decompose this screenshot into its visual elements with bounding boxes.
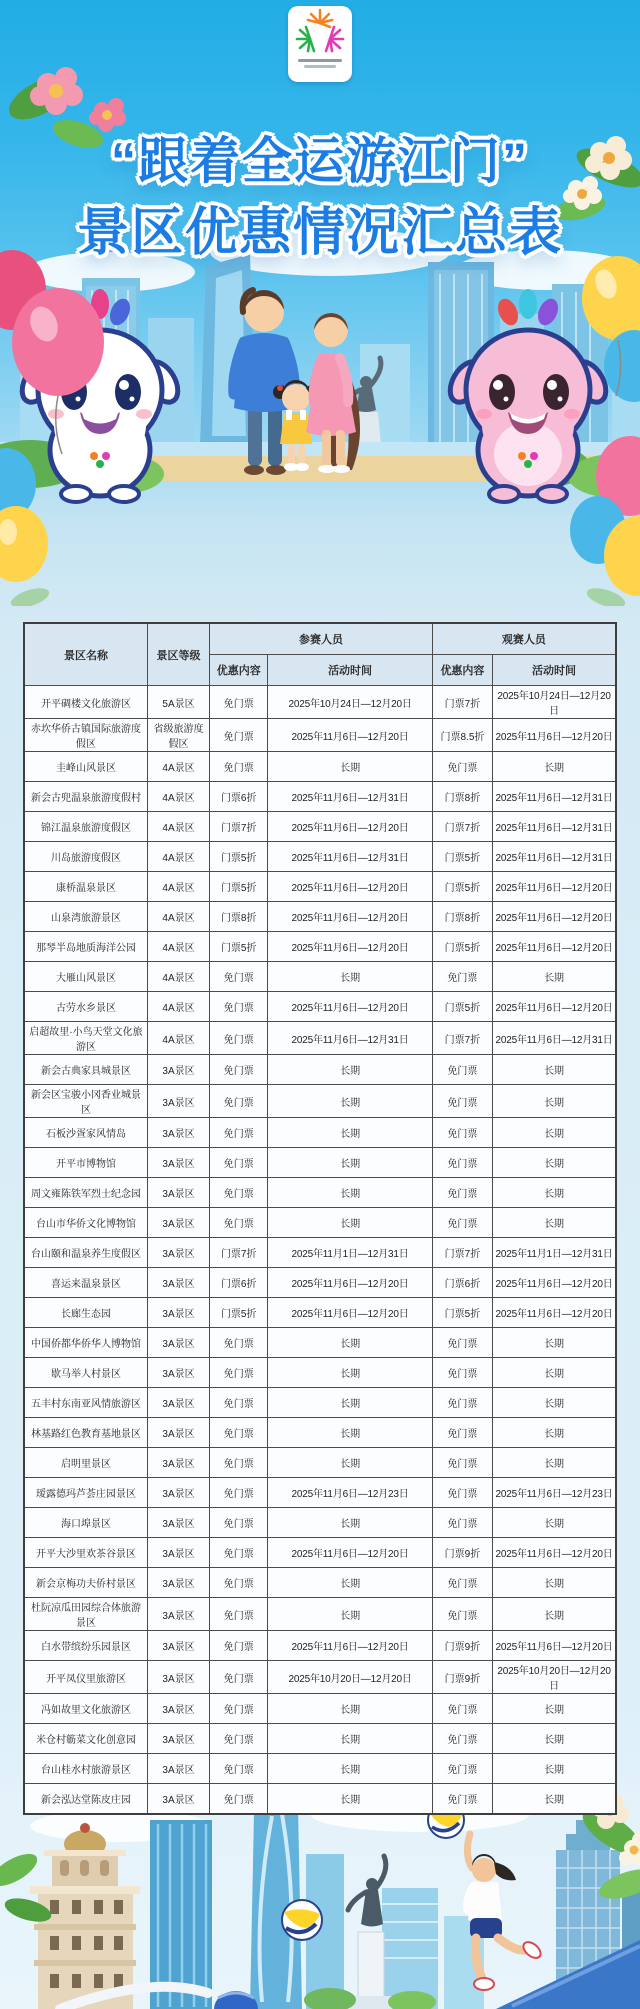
cell-participant-discount: 免门票: [210, 1538, 268, 1568]
cell-spectator-time: 长期: [493, 1085, 616, 1118]
cell-participant-discount: 免门票: [210, 752, 268, 782]
cell-participant-discount: 免门票: [210, 1598, 268, 1631]
table-row: [24, 1724, 616, 1754]
header-participant-discount: 优惠内容: [210, 655, 268, 686]
table-row: [24, 1784, 616, 1815]
cell-scenic-name: 米仓村簕菜文化创意园: [24, 1724, 147, 1754]
cell-scenic-name: 喜运来温泉景区: [24, 1268, 147, 1298]
cell-spectator-discount: 门票5折: [432, 992, 492, 1022]
cell-participant-discount: 门票5折: [210, 872, 268, 902]
cell-participant-discount: 免门票: [210, 1055, 268, 1085]
cell-participant-time: 长期: [268, 1694, 433, 1724]
cell-participant-discount: 免门票: [210, 1022, 268, 1055]
table-row: [24, 992, 616, 1022]
hero-illustration: [0, 226, 640, 606]
cell-level: 4A景区: [147, 872, 209, 902]
cell-scenic-name: 台山市华侨文化博物馆: [24, 1208, 147, 1238]
cell-participant-time: 长期: [268, 962, 433, 992]
cell-spectator-time: 2025年11月6日—12月20日: [493, 1298, 616, 1328]
header-participants: 参赛人员: [210, 623, 433, 655]
table-row: [24, 842, 616, 872]
cell-participant-time: 2025年11月6日—12月20日: [268, 719, 433, 752]
cell-participant-discount: 门票5折: [210, 932, 268, 962]
cell-spectator-discount: 免门票: [432, 1085, 492, 1118]
cell-level: 3A景区: [147, 1598, 209, 1631]
cell-level: 3A景区: [147, 1418, 209, 1448]
cell-spectator-discount: 门票5折: [432, 932, 492, 962]
cell-level: 3A景区: [147, 1724, 209, 1754]
header-spectator-discount: 优惠内容: [432, 655, 492, 686]
cell-participant-time: 长期: [268, 1508, 433, 1538]
cell-spectator-discount: 免门票: [432, 1328, 492, 1358]
cell-level: 4A景区: [147, 1022, 209, 1055]
title-line-1: “跟着全运游江门”: [111, 133, 529, 189]
cell-scenic-name: 大雁山风景区: [24, 962, 147, 992]
cell-participant-time: 2025年11月6日—12月20日: [268, 992, 433, 1022]
table-row: [24, 1694, 616, 1724]
cell-spectator-time: 2025年11月6日—12月20日: [493, 992, 616, 1022]
cell-spectator-discount: 门票5折: [432, 1298, 492, 1328]
cell-spectator-time: 2025年11月1日—12月31日: [493, 1238, 616, 1268]
cell-scenic-name: 五丰村东南亚风情旅游区: [24, 1388, 147, 1418]
table-row: [24, 1418, 616, 1448]
table-row: [24, 1118, 616, 1148]
cell-level: 3A景区: [147, 1754, 209, 1784]
cell-participant-time: 长期: [268, 1448, 433, 1478]
cell-scenic-name: 新会古兜温泉旅游度假村: [24, 782, 147, 812]
cell-level: 3A景区: [147, 1538, 209, 1568]
cell-scenic-name: 歇马举人村景区: [24, 1358, 147, 1388]
cell-spectator-discount: 门票7折: [432, 1022, 492, 1055]
cell-spectator-time: 长期: [493, 1598, 616, 1631]
cell-spectator-time: 长期: [493, 1418, 616, 1448]
cell-level: 4A景区: [147, 962, 209, 992]
cell-participant-discount: 门票8折: [210, 902, 268, 932]
cell-participant-discount: 门票5折: [210, 842, 268, 872]
table-row: [24, 1661, 616, 1694]
cell-participant-time: 长期: [268, 1568, 433, 1598]
cell-level: 3A景区: [147, 1568, 209, 1598]
cell-scenic-name: 那琴半岛地质海洋公园: [24, 932, 147, 962]
table-row: [24, 932, 616, 962]
cell-scenic-name: 康桥温泉景区: [24, 872, 147, 902]
table-header: [24, 623, 616, 686]
table-row: [24, 872, 616, 902]
cell-participant-discount: 免门票: [210, 1328, 268, 1358]
cell-level: 3A景区: [147, 1055, 209, 1085]
cell-participant-time: 长期: [268, 1055, 433, 1085]
cell-spectator-discount: 免门票: [432, 1448, 492, 1478]
cell-participant-time: 2025年11月6日—12月31日: [268, 1022, 433, 1055]
cell-level: 3A景区: [147, 1085, 209, 1118]
table-row: [24, 1478, 616, 1508]
cell-participant-discount: 免门票: [210, 992, 268, 1022]
cell-spectator-discount: 免门票: [432, 1508, 492, 1538]
table-row: [24, 1298, 616, 1328]
table-row: [24, 1085, 616, 1118]
cell-participant-time: 长期: [268, 1118, 433, 1148]
cell-participant-time: 长期: [268, 1754, 433, 1784]
cell-participant-time: 2025年11月6日—12月20日: [268, 902, 433, 932]
cell-spectator-time: 2025年11月6日—12月31日: [493, 842, 616, 872]
cell-participant-discount: 免门票: [210, 1784, 268, 1815]
cell-scenic-name: 台山颐和温泉养生度假区: [24, 1238, 147, 1268]
cell-spectator-discount: 门票7折: [432, 1238, 492, 1268]
cell-participant-time: 长期: [268, 1358, 433, 1388]
cell-level: 3A景区: [147, 1631, 209, 1661]
cell-level: 3A景区: [147, 1208, 209, 1238]
cell-spectator-discount: 门票9折: [432, 1661, 492, 1694]
cell-spectator-discount: 门票5折: [432, 872, 492, 902]
cell-participant-time: 2025年11月6日—12月20日: [268, 1268, 433, 1298]
cell-scenic-name: 圭峰山风景区: [24, 752, 147, 782]
cell-spectator-discount: 免门票: [432, 962, 492, 992]
table-row: [24, 1268, 616, 1298]
cell-participant-discount: 免门票: [210, 1085, 268, 1118]
cell-level: 3A景区: [147, 1178, 209, 1208]
cell-spectator-time: 2025年11月6日—12月20日: [493, 1538, 616, 1568]
table-row: [24, 1754, 616, 1784]
cell-level: 4A景区: [147, 992, 209, 1022]
cell-spectator-discount: 免门票: [432, 1178, 492, 1208]
cell-participant-discount: 免门票: [210, 1568, 268, 1598]
cell-participant-time: 2025年10月24日—12月20日: [268, 686, 433, 719]
cell-scenic-name: 台山桂水村旅游景区: [24, 1754, 147, 1784]
cell-spectator-discount: 免门票: [432, 1208, 492, 1238]
cell-participant-discount: 免门票: [210, 1724, 268, 1754]
cell-level: 3A景区: [147, 1784, 209, 1815]
header-spectator-time: 活动时间: [493, 655, 616, 686]
cell-participant-discount: 免门票: [210, 962, 268, 992]
cell-spectator-time: 2025年11月6日—12月20日: [493, 719, 616, 752]
cell-participant-time: 2025年11月6日—12月23日: [268, 1478, 433, 1508]
table-corner-leaves: [9, 584, 628, 606]
cell-level: 3A景区: [147, 1478, 209, 1508]
cell-spectator-time: 2025年11月6日—12月31日: [493, 1022, 616, 1055]
cell-scenic-name: 赤坎华侨古镇国际旅游度假区: [24, 719, 147, 752]
cell-spectator-discount: 门票5折: [432, 842, 492, 872]
header-level: 景区等级: [147, 623, 209, 686]
cell-spectator-time: 2025年11月6日—12月20日: [493, 1631, 616, 1661]
cell-level: 3A景区: [147, 1148, 209, 1178]
cell-level: 省级旅游度假区: [147, 719, 209, 752]
cell-spectator-time: 2025年11月6日—12月23日: [493, 1478, 616, 1508]
cell-spectator-discount: 免门票: [432, 1418, 492, 1448]
cell-scenic-name: 开平碉楼文化旅游区: [24, 686, 147, 719]
cell-participant-time: 长期: [268, 1148, 433, 1178]
cell-scenic-name: 林基路红色教育基地景区: [24, 1418, 147, 1448]
cell-spectator-discount: 门票8.5折: [432, 719, 492, 752]
cell-scenic-name: 启明里景区: [24, 1448, 147, 1478]
cell-participant-time: 2025年11月6日—12月20日: [268, 932, 433, 962]
cell-participant-time: 2025年11月1日—12月31日: [268, 1238, 433, 1268]
cell-participant-discount: 门票5折: [210, 1298, 268, 1328]
table-row: [24, 1238, 616, 1268]
cell-participant-time: 长期: [268, 1388, 433, 1418]
table-row: [24, 1631, 616, 1661]
table-row: [24, 1598, 616, 1631]
discount-table-body: [24, 686, 616, 1815]
cell-scenic-name: 开平大沙里欢茶谷景区: [24, 1538, 147, 1568]
cell-scenic-name: 瑷露德玛芦荟庄园景区: [24, 1478, 147, 1508]
cell-participant-discount: 免门票: [210, 1118, 268, 1148]
cell-spectator-time: 2025年11月6日—12月31日: [493, 782, 616, 812]
cell-spectator-discount: 门票7折: [432, 686, 492, 719]
cell-participant-discount: 免门票: [210, 1631, 268, 1661]
table-row: [24, 719, 616, 752]
cell-scenic-name: 开平市博物馆: [24, 1148, 147, 1178]
cell-spectator-time: 2025年11月6日—12月31日: [493, 812, 616, 842]
table-row: [24, 1568, 616, 1598]
cell-spectator-time: 2025年11月6日—12月20日: [493, 902, 616, 932]
cell-scenic-name: 周文雍陈铁军烈士纪念园: [24, 1178, 147, 1208]
cell-spectator-time: 长期: [493, 1208, 616, 1238]
cell-level: 3A景区: [147, 1661, 209, 1694]
cell-scenic-name: 新会古典家具城景区: [24, 1055, 147, 1085]
discount-table-section: [23, 622, 617, 1815]
cell-spectator-time: 长期: [493, 1388, 616, 1418]
cell-participant-discount: 免门票: [210, 1448, 268, 1478]
cell-scenic-name: 启超故里·小鸟天堂文化旅游区: [24, 1022, 147, 1055]
title-line-2: 景区优惠情况汇总表: [76, 204, 563, 262]
cell-scenic-name: 古劳水乡景区: [24, 992, 147, 1022]
cell-level: 4A景区: [147, 842, 209, 872]
cell-scenic-name: 中国侨都华侨华人博物馆: [24, 1328, 147, 1358]
cell-spectator-discount: 免门票: [432, 1388, 492, 1418]
table-row: [24, 1388, 616, 1418]
cell-participant-time: 长期: [268, 1328, 433, 1358]
cell-spectator-discount: 免门票: [432, 1478, 492, 1508]
table-row: [24, 902, 616, 932]
cell-participant-time: 2025年11月6日—12月20日: [268, 1631, 433, 1661]
cell-spectator-discount: 免门票: [432, 1148, 492, 1178]
cell-level: 3A景区: [147, 1328, 209, 1358]
table-row: [24, 812, 616, 842]
cell-spectator-time: 长期: [493, 1118, 616, 1148]
cell-participant-time: 长期: [268, 1724, 433, 1754]
cell-participant-time: 长期: [268, 1418, 433, 1448]
cell-participant-time: 长期: [268, 1598, 433, 1631]
cell-participant-time: 2025年11月6日—12月20日: [268, 1298, 433, 1328]
cell-level: 4A景区: [147, 752, 209, 782]
cell-spectator-time: 长期: [493, 1328, 616, 1358]
cell-spectator-time: 2025年10月20日—12月20日: [493, 1661, 616, 1694]
cell-scenic-name: 杜阮凉瓜田园综合体旅游景区: [24, 1598, 147, 1631]
table-row: [24, 1358, 616, 1388]
cell-participant-time: 2025年11月6日—12月31日: [268, 842, 433, 872]
cell-level: 3A景区: [147, 1448, 209, 1478]
cell-participant-time: 长期: [268, 1208, 433, 1238]
table-row: [24, 1448, 616, 1478]
cell-spectator-time: 长期: [493, 1694, 616, 1724]
cell-scenic-name: 长廊生态园: [24, 1298, 147, 1328]
cell-spectator-time: 长期: [493, 1178, 616, 1208]
cell-level: 3A景区: [147, 1388, 209, 1418]
cell-participant-discount: 免门票: [210, 719, 268, 752]
cell-level: 3A景区: [147, 1118, 209, 1148]
table-row: [24, 962, 616, 992]
cell-spectator-time: 长期: [493, 962, 616, 992]
cell-spectator-time: 长期: [493, 1754, 616, 1784]
cell-spectator-time: 长期: [493, 1724, 616, 1754]
cell-scenic-name: 川岛旅游度假区: [24, 842, 147, 872]
cell-scenic-name: 新会泓达堂陈皮庄园: [24, 1784, 147, 1815]
cell-participant-discount: 免门票: [210, 1661, 268, 1694]
volleyball-player: [464, 1834, 544, 1990]
table-row: [24, 1328, 616, 1358]
table-row: [24, 782, 616, 812]
cell-level: 4A景区: [147, 812, 209, 842]
cell-participant-discount: 免门票: [210, 1208, 268, 1238]
cell-spectator-time: 长期: [493, 1568, 616, 1598]
cell-spectator-discount: 免门票: [432, 1724, 492, 1754]
cell-spectator-time: 长期: [493, 1508, 616, 1538]
cell-participant-discount: 免门票: [210, 1508, 268, 1538]
cell-participant-discount: 免门票: [210, 1388, 268, 1418]
cell-scenic-name: 新会京梅功夫侨村景区: [24, 1568, 147, 1598]
header-scenic-name: 景区名称: [24, 623, 147, 686]
cell-participant-discount: 免门票: [210, 1418, 268, 1448]
cell-spectator-discount: 门票6折: [432, 1268, 492, 1298]
cell-spectator-time: 长期: [493, 1784, 616, 1815]
cell-spectator-time: 长期: [493, 1448, 616, 1478]
discount-table: [23, 622, 617, 1815]
cell-spectator-discount: 门票7折: [432, 812, 492, 842]
cell-spectator-discount: 门票8折: [432, 782, 492, 812]
cell-spectator-discount: 免门票: [432, 1568, 492, 1598]
cell-scenic-name: 开平凤仪里旅游区: [24, 1661, 147, 1694]
cell-participant-discount: 免门票: [210, 1694, 268, 1724]
poster-title: [0, 126, 640, 268]
cell-level: 3A景区: [147, 1694, 209, 1724]
cell-level: 3A景区: [147, 1298, 209, 1328]
cell-spectator-discount: 免门票: [432, 1754, 492, 1784]
cell-participant-time: 2025年11月6日—12月20日: [268, 872, 433, 902]
cell-participant-time: 长期: [268, 1178, 433, 1208]
table-row: [24, 1538, 616, 1568]
cell-spectator-discount: 免门票: [432, 1784, 492, 1815]
cell-participant-time: 2025年10月20日—12月20日: [268, 1661, 433, 1694]
cell-scenic-name: 山泉湾旅游景区: [24, 902, 147, 932]
table-row: [24, 752, 616, 782]
cell-scenic-name: 海口埠景区: [24, 1508, 147, 1538]
cell-participant-discount: 免门票: [210, 1754, 268, 1784]
cell-participant-time: 2025年11月6日—12月31日: [268, 782, 433, 812]
table-row: [24, 1022, 616, 1055]
cell-participant-discount: 门票7折: [210, 812, 268, 842]
cell-spectator-time: 长期: [493, 752, 616, 782]
cell-spectator-time: 长期: [493, 1148, 616, 1178]
cell-level: 4A景区: [147, 902, 209, 932]
cell-spectator-discount: 免门票: [432, 1598, 492, 1631]
cell-spectator-discount: 免门票: [432, 1118, 492, 1148]
cell-spectator-discount: 免门票: [432, 1694, 492, 1724]
cell-level: 4A景区: [147, 932, 209, 962]
cell-scenic-name: 白水带缤纷乐园景区: [24, 1631, 147, 1661]
cell-spectator-time: 2025年11月6日—12月20日: [493, 932, 616, 962]
cell-spectator-time: 2025年10月24日—12月20日: [493, 686, 616, 719]
cell-spectator-discount: 门票8折: [432, 902, 492, 932]
cell-participant-discount: 门票7折: [210, 1238, 268, 1268]
cell-participant-discount: 免门票: [210, 686, 268, 719]
header-participant-time: 活动时间: [268, 655, 433, 686]
cell-spectator-time: 2025年11月6日—12月20日: [493, 1268, 616, 1298]
cell-spectator-discount: 门票9折: [432, 1538, 492, 1568]
cell-scenic-name: 石板沙疍家风情岛: [24, 1118, 147, 1148]
cell-participant-discount: 免门票: [210, 1478, 268, 1508]
cell-participant-discount: 门票6折: [210, 1268, 268, 1298]
cell-level: 3A景区: [147, 1268, 209, 1298]
cell-spectator-discount: 门票9折: [432, 1631, 492, 1661]
cell-spectator-discount: 免门票: [432, 752, 492, 782]
footer-illustration: [0, 1792, 640, 2009]
cell-participant-discount: 门票6折: [210, 782, 268, 812]
cell-participant-time: 2025年11月6日—12月20日: [268, 812, 433, 842]
table-row: [24, 1178, 616, 1208]
cell-participant-discount: 免门票: [210, 1178, 268, 1208]
cell-spectator-discount: 免门票: [432, 1055, 492, 1085]
cell-spectator-discount: 免门票: [432, 1358, 492, 1388]
cell-spectator-time: 长期: [493, 1358, 616, 1388]
header-spectators: 观赛人员: [432, 623, 616, 655]
cell-participant-time: 长期: [268, 752, 433, 782]
table-row: [24, 1508, 616, 1538]
table-row: [24, 1055, 616, 1085]
cell-scenic-name: 新会区宝骏小冈香业城景区: [24, 1085, 147, 1118]
cell-level: 4A景区: [147, 782, 209, 812]
volleyball: [282, 1900, 322, 1940]
table-row: [24, 1208, 616, 1238]
cell-scenic-name: 锦江温泉旅游度假区: [24, 812, 147, 842]
cell-participant-time: 2025年11月6日—12月20日: [268, 1538, 433, 1568]
cell-scenic-name: 冯如故里文化旅游区: [24, 1694, 147, 1724]
cell-spectator-time: 长期: [493, 1055, 616, 1085]
cell-participant-time: 长期: [268, 1784, 433, 1815]
cell-spectator-time: 2025年11月6日—12月20日: [493, 872, 616, 902]
cell-level: 3A景区: [147, 1358, 209, 1388]
table-row: [24, 686, 616, 719]
cell-participant-time: 长期: [268, 1085, 433, 1118]
cell-level: 5A景区: [147, 686, 209, 719]
table-row: [24, 1148, 616, 1178]
cell-participant-discount: 免门票: [210, 1358, 268, 1388]
cell-level: 3A景区: [147, 1508, 209, 1538]
cell-level: 3A景区: [147, 1238, 209, 1268]
cell-participant-discount: 免门票: [210, 1148, 268, 1178]
